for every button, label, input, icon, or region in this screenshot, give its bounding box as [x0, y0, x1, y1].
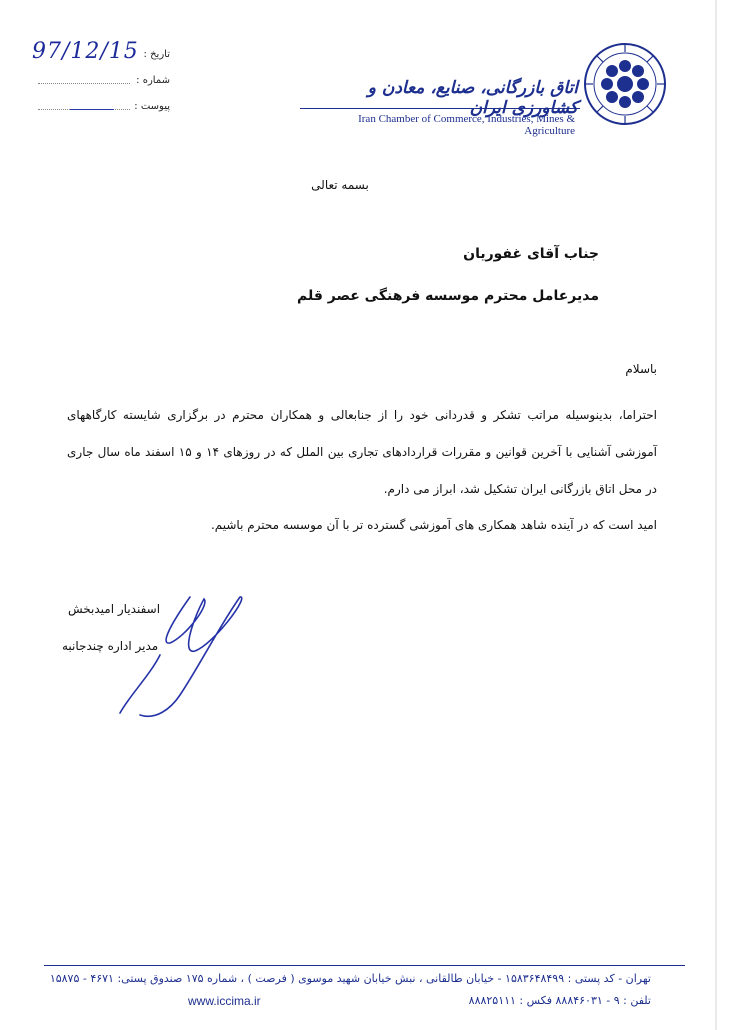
addressee: جناب آقای غفوریان [463, 246, 599, 262]
addressee-position: مدیرعامل محترم موسسه فرهنگی عصر قلم [297, 288, 599, 304]
letter-meta [30, 38, 170, 116]
attachment-label: پیوست : [134, 101, 170, 112]
date-row [30, 38, 170, 64]
header-rule [300, 108, 580, 109]
org-name-en: Iran Chamber of Commerce, Industries, Mines & Agriculture [358, 113, 575, 137]
footer-website-link[interactable]: www.iccima.ir [188, 994, 261, 1008]
greeting: باسلام [625, 362, 657, 376]
date-label: تاریخ : [143, 49, 170, 60]
footer-rule [44, 965, 685, 966]
number-line [38, 83, 130, 84]
footer-phone-fax: تلفن : ۹ - ۸۸۸۴۶۰۳۱ فکس : ۸۸۸۲۵۱۱۱ [468, 994, 651, 1007]
signer-name: اسفندیار امیدبخش [68, 602, 161, 616]
attachment-row [30, 90, 170, 116]
attachment-mark [70, 109, 114, 110]
body-paragraph: احتراما، بدینوسیله مراتب تشکر و قدردانی خود را از جنابعالی و همکاران محترم در برگزاری شایسته کارگاههای آموزشی آشنایی با آخرین قوانین و مقررات قراردادهای تجاری بین الملل که در روزهای ۱۴ و ۱۵ اسفند ماه سال جاری در محل اتاق بازرگانی ایران تشکیل شد، ابراز می دارم. [67, 408, 657, 496]
org-name-fa: اتاق بازرگانی، صنایع، معادن و کشاورزی ایران [367, 78, 578, 118]
date-value: 97/12/15 [32, 39, 139, 64]
iccima-emblem-icon [583, 42, 667, 126]
signer-title: مدیر اداره چندجانبه [62, 639, 159, 653]
number-label: شماره : [136, 75, 170, 86]
footer-address: تهران - کد پستی : ۱۵۸۳۶۴۸۴۹۹ - خیابان طالقانی ، نبش خیابان شهید موسوی ( فرصت ) ، شماره ۱۷۵ صندوق پستی: ۴۶۷۱ - ۱۵۸۷۵ [49, 972, 651, 985]
invocation: بسمه تعالی [311, 178, 369, 192]
scan-edge [715, 0, 717, 1030]
handwritten-signature [100, 585, 260, 725]
closing-paragraph: امید است که در آینده شاهد همکاری های آموزشی گسترده تر با آن موسسه محترم باشیم. [210, 518, 657, 532]
number-row [30, 64, 170, 90]
